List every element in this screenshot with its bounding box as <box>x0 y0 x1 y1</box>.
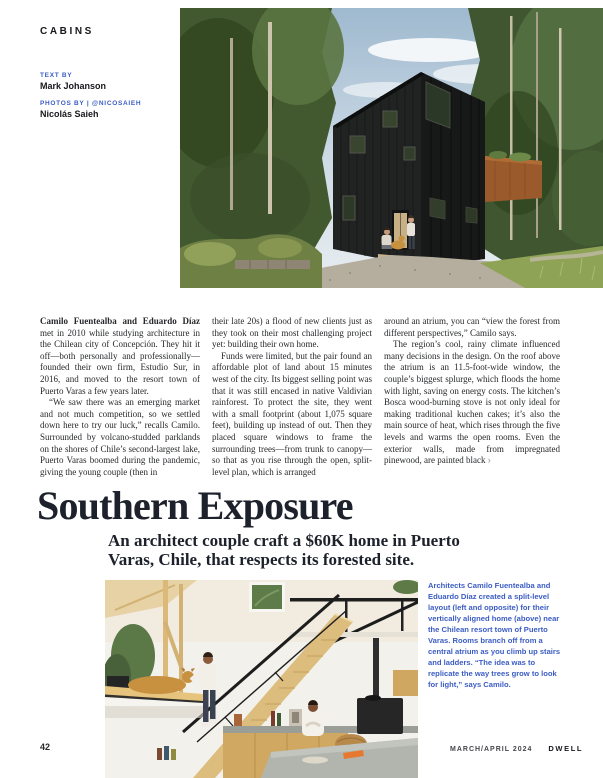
body-column-1 <box>40 316 200 484</box>
text-by-label: TEXT BY <box>40 72 73 79</box>
cabin-exterior-photo <box>180 8 603 288</box>
body-text: “We saw there was an emerging market and not much competition, so we settled down here to try our luck,” recalls Camilo. Surrounded by volcano-studded parklands on the shores of Chile’s second-largest lake, Puerto Varas boomed during the pandemic, giving the young couple (then in <box>40 397 200 477</box>
issue-date: MARCH/APRIL 2024 <box>450 746 533 753</box>
photographer-name: Nicolás Saieh <box>40 109 99 119</box>
article-headline: Southern Exposure <box>37 483 353 528</box>
body-column-2 <box>212 316 372 484</box>
author-name: Mark Johanson <box>40 81 107 91</box>
story-continues-chevron-icon: › <box>487 455 491 466</box>
page-number: 42 <box>40 742 51 752</box>
section-kicker: CABINS <box>40 26 94 37</box>
article-lead-in: Camilo Fuentealba and Eduardo Díaz <box>40 316 200 326</box>
body-text: Funds were limited, but the pair found an affordable plot of land about 15 minutes west of the city. Its biggest selling point was that it was still encased in native Valdivian rainforest. To protect the site, they went with a small footprint (about 1,075 square feet), building up instead of out. Then they placed square windows to frame the surrounding trees—from trunk to canopy—so that as you rise through the open, split-level plan, which is arranged <box>212 350 372 477</box>
magazine-name: DWELL <box>548 744 584 753</box>
cabin-exterior-illustration <box>180 8 603 288</box>
footer-folio <box>450 744 583 753</box>
photo-credit-block <box>40 100 141 119</box>
photos-by-label: PHOTOS BY | @NICOSAIEH <box>40 100 142 107</box>
body-text: The region’s cool, rainy climate influenced many decisions in the design. On the roof above the atrium is an 11.5-foot-wide window, the couple’s biggest splurge, which floods the home with light, saving on energy costs. The kitchen’s Bosca wood-burning stove is not only ideal for making traditional kuchen cakes; it’s also the main source of heat, which rises through the five levels and warms the open rooms. Even the exterior walls, made from impregnated pinewood, are painted black <box>384 339 560 466</box>
body-text: their late 20s) a flood of new clients just as they took on their most challenging project yet: building their own home. <box>212 316 372 350</box>
body-text: met in 2010 while studying architecture in the Chilean city of Concepción. They hit it off—both personally and professionally—founded their own firm, Estudio Sur, in 2016, and moved to the resort town of Puerto Varas a few years later. <box>40 327 200 396</box>
photo-caption: Architects Camilo Fuentealba and Eduardo Díaz created a split-level layout (left and opposite) for their vertically aligned home (above) near the Chilean resort town of Puerto Varas. Rooms branch off from a central atrium as you climb up stairs and ladders. “The idea was to replicate the way trees grow to look for light,” says Camilo. <box>428 581 561 689</box>
interior-illustration <box>105 580 418 778</box>
body-column-3 <box>384 316 560 484</box>
text-credit-block <box>40 72 106 91</box>
interior-photo <box>105 580 418 778</box>
body-text: around an atrium, you can “view the forest from different perspectives,” Camilo says. <box>384 316 560 338</box>
article-subhead: An architect couple craft a $60K home in Puerto Varas, Chile, that respects its forested site. <box>108 531 460 569</box>
